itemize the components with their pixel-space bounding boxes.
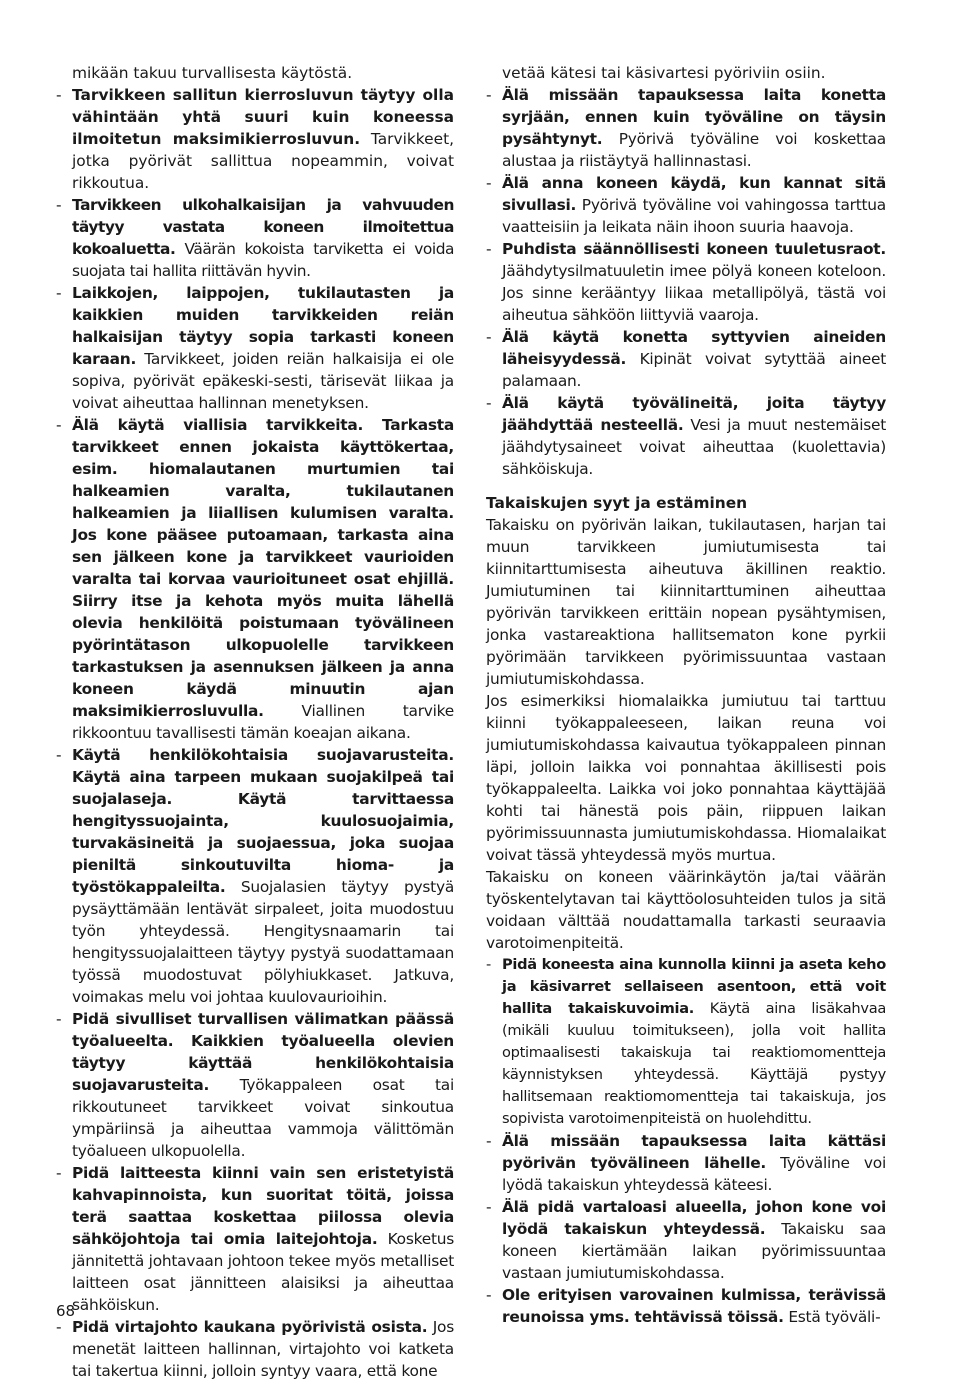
paragraph: Jos esimerkiksi hiomalaikka jumiutuu tai tarttuu kiinni työkappaleeseen, laikan reuna voi jumiutumiskohdassa kaivautua työkappaleen pinnan läpi, jolloin laikka voi ponnahtaa äkillisesti pois työkappaleelta. Laikka voi joko ponnahtaa käyttäjää kohti tai hänestä pois päin, riippuen laikan pyörimissuunnasta jumiutumiskohdassa. Hiomalaikat voivat tässä yhteydessä myös murtua. <box>486 692 886 864</box>
list-item: - Tarvikkeen ulkohalkaisijan ja vahvuuden täytyy vastata koneen ilmoitettua kokoaluetta. Väärän kokoista tarviketta ei voida suojata tai hallita riittävän hyvin. <box>56 196 454 280</box>
list-item: - Tarvikkeen sallitun kierrosluvun täytyy olla vähintään yhtä suuri kuin koneessa ilmoitetun maksimikierrosluvun. Tarvikkeet, jotka pyörivät sallittua nopeammin, voivat rikkoutua. <box>56 86 454 192</box>
bullet-dash: - <box>56 416 62 434</box>
bullet-dash: - <box>56 1318 62 1336</box>
list-item: - Pidä laitteesta kiinni vain sen eristetyistä kahvapinnoista, kun suoritat töitä, joissa terä saattaa koskettaa piilossa olevia sähköjohtoja tai omia laitejohtoja. Kosketus jännitettä johtavaan johtoon tekee myös metalliset laitteen osat jännitteen alaisiksi ja aiheuttaa sähköiskun. <box>56 1164 454 1314</box>
continued-text: vetää kätesi tai käsivartesi pyöriviin osiin. <box>502 64 826 82</box>
bullet-dash: - <box>56 1164 62 1182</box>
bullet-dash: - <box>486 86 492 104</box>
bullet-dash: - <box>486 1286 492 1304</box>
page-number: 68 <box>56 1302 76 1320</box>
right-column <box>486 62 886 1328</box>
list-item: - Ole erityisen varovainen kulmissa, terävissä reunoissa yms. tehtävissä töissä. Estä työväli- <box>486 1286 886 1326</box>
continued-text: mikään takuu turvallisesta käytöstä. <box>72 64 353 82</box>
bullet-dash: - <box>486 240 492 258</box>
list-item: - Älä anna koneen käydä, kun kannat sitä sivullasi. Pyörivä työväline voi vahingossa tarttua vaatteisiin ja leikata näin ihoon suuria haavoja. <box>486 174 886 236</box>
list-item: - Puhdista säännöllisesti koneen tuuletusraot. Jäähdytysilmatuuletin imee pölyä koneen koteloon. Jos sinne kerääntyy liikaa metallipölyä, tästä voi aiheutua sähköön liittyviä vaaroja. <box>486 240 886 324</box>
bullet-dash: - <box>486 394 492 412</box>
list-item: - Käytä henkilökohtaisia suojavarusteita. Käytä aina tarpeen mukaan suojakilpeä tai suojalaseja. Käytä tarvittaessa hengityssuojainta, kuulosuojaimia, turvakäsineitä ja suojaessua, joka suojaa pieniltä sinkoutuvilta hioma- ja työstökappaleilta. Suojalasien täytyy pystyä pysäyttämään lentävät sirpaleet, joita muodostuu työn yhteydessä. Hengitysnaamarin tai hengityssuojalaitteen täytyy pystyä suodattamaan työssä muodostuvat pölyhiukkaset. Jatkuva, voimakas melu voi johtaa kuulovaurioihin. <box>56 746 454 1006</box>
bullet-dash: - <box>56 284 62 302</box>
bullet-dash: - <box>486 328 492 346</box>
paragraph: Takaisku on koneen väärinkäytön ja/tai väärän työskentelytavan tai käyttöolosuhteiden tulos ja sitä voidaan välttää noudattamalla tarkasti seuraavia varotoimenpiteitä. <box>486 868 886 952</box>
bullet-dash: - <box>56 86 62 104</box>
bullet-dash: - <box>486 956 491 973</box>
paragraph: Takaisku on pyörivän laikan, tukilautasen, harjan tai muun tarvikkeen jumiutumisesta tai kiinnitarttumisesta aiheutuva äkillinen reaktio. Jumiutuminen tai kiinnitarttuminen aiheuttaa pyörivän tarvikkeen erittäin nopean pysähtymisen, jonka vastareaktiona hallitsematon kone pyrkii pyörimään tarvikkeen pyörimissuuntaa vastaan jumiutumiskohdassa. <box>486 516 886 688</box>
bullet-dash: - <box>486 1198 492 1216</box>
list-item: - Pidä virtajohto kaukana pyörivistä osista. Jos menetät laitteen hallinnan, virtajohto voi katketa tai takertua kiinni, jolloin syntyy vaara, että kone <box>56 1318 454 1380</box>
left-column <box>56 62 454 1382</box>
list-item: - Älä pidä vartaloasi alueella, johon kone voi lyödä takaiskun yhteydessä. Takaisku saa koneen kiertämään laikan pyörimissuuntaa vastaan jumiutumiskohdassa. <box>486 1198 887 1282</box>
bullet-dash: - <box>486 1132 492 1150</box>
list-item: - Pidä koneesta aina kunnolla kiinni ja aseta keho ja käsivarret sellaiseen asentoon, että voit hallita takaiskuvoimia. Käytä aina lisäkahvaa (mikäli kuuluu toimitukseen), jolla voit hallita optimaalisesti takaiskuja tai reaktiomomentteja käynnistyksen yhteydessä. Käyttäjä pystyy hallitsemaan reaktiomomentteja tai takaiskuja, jos sopivista varotoimenpiteistä on huolehdittu. <box>486 956 886 1127</box>
bullet-dash: - <box>486 174 492 192</box>
bullet-dash: - <box>56 196 62 214</box>
bullet-dash: - <box>56 746 62 764</box>
list-item: - Laikkojen, laippojen, tukilautasten ja kaikkien muiden tarvikkeiden reiän halkaisijan täytyy sopia tarkasti koneen karaan. Tarvikkeet, joiden reiän halkaisija ei ole sopiva, pyörivät epäkeski-sesti, tärisevät liikaa ja voivat aiheuttaa hallinnan menetyksen. <box>56 284 454 412</box>
list-item: - Älä missään tapauksessa laita kättäsi pyörivän työvälineen lähelle. Työväline voi lyödä takaiskun yhteydessä käteesi. <box>486 1132 886 1194</box>
bullet-dash: - <box>56 1010 62 1028</box>
list-item: - Älä käytä viallisia tarvikkeita. Tarkasta tarvikkeet ennen jokaista käyttökertaa, esim. hiomalautanen murtumien tai halkeamien varalta, tukilautanen halkeamien ja liiallisen kulumisen varalta. Jos kone pääsee putoamaan, tarkasta aina sen jälkeen kone ja tarvikkeet vaurioiden varalta tai korvaa vaurioituneet osat ehjillä. Siirry itse ja kehota myös muita lähellä olevia henkilöitä poistumaan työvälineen pyörintätason ulkopuolelle tarvikkeen tarkastuksen ja asennuksen jälkeen ja anna koneen käydä minuutin ajan maksimikierrosluvulla. Viallinen tarvike rikkoontuu tavallisesti tämän koeajan aikana. <box>56 416 454 742</box>
section-heading: Takaiskujen syyt ja estäminen <box>486 494 748 512</box>
list-item: - Pidä sivulliset turvallisen välimatkan päässä työalueelta. Kaikkien työalueella olevien täytyy käyttää henkilökohtaisia suojavarusteita. Työkappaleen osat tai rikkoutuneet tarvikkeet voivat sinkoutua ympäriinsä ja aiheuttaa vammoja välittömän työalueen ulkopuolella. <box>56 1010 454 1160</box>
list-item: - Älä käytä konetta syttyvien aineiden läheisyydessä. Kipinät voivat sytyttää aineet palamaan. <box>486 328 886 390</box>
list-item: - Älä missään tapauksessa laita konetta syrjään, ennen kuin työväline on täysin pysähtynyt. Pyörivä työväline voi koskettaa alustaa ja riistäytyä hallinnastasi. <box>486 86 886 170</box>
list-item: - Älä käytä työvälineitä, joita täytyy jäähdyttää nesteellä. Vesi ja muut nestemäiset jäähdytysaineet voivat aiheuttaa (kuolettavia) sähköiskuja. <box>486 394 886 478</box>
